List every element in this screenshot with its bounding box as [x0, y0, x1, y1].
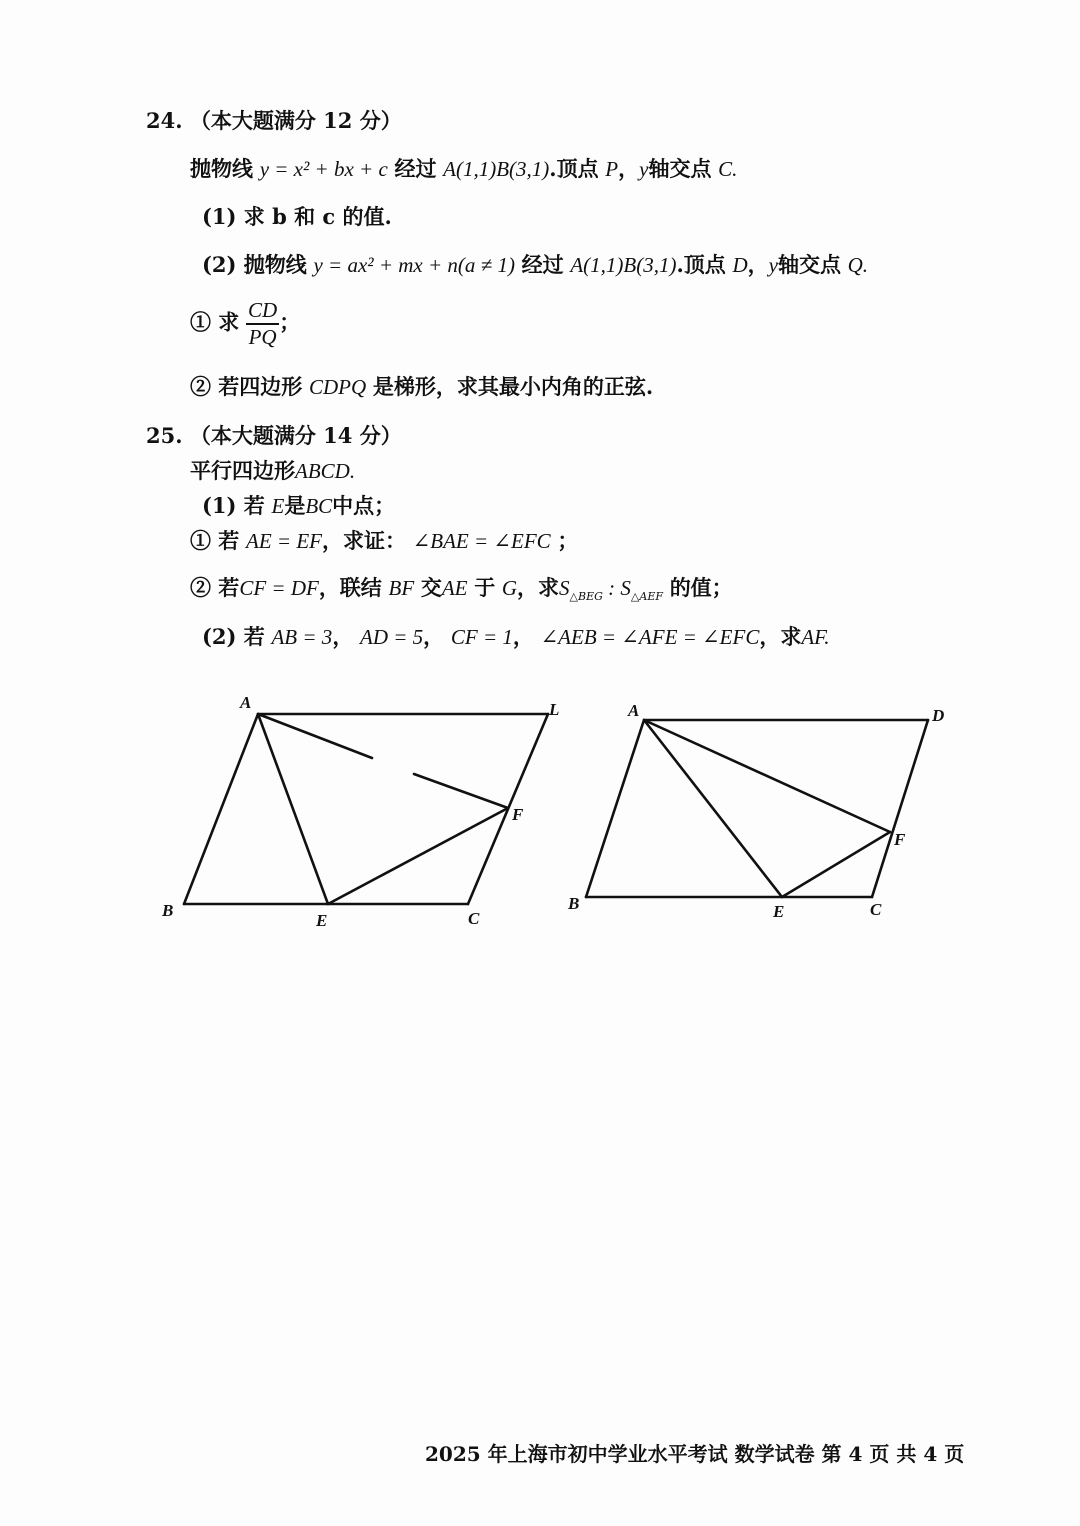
- fig1-label-C: C: [468, 909, 480, 928]
- q25-s2-S1: S: [559, 576, 570, 600]
- q25-s2-S2: S: [620, 576, 631, 600]
- q25-s1-angle: ∠BAE = ∠EFC: [412, 529, 551, 553]
- q25-number: 25.: [146, 423, 183, 448]
- fig1-segment-AE: [258, 714, 328, 904]
- q24-s1-numerator: CD: [246, 300, 279, 325]
- fig1-label-B: B: [162, 901, 174, 920]
- q24-score: （本大题满分 12 分）: [189, 108, 402, 133]
- q25-p2-af: AF.: [801, 625, 830, 649]
- fig2-segment-AF: [644, 720, 890, 832]
- q25-s2-BF: BF: [388, 576, 415, 600]
- q25-p2-c1: ，: [332, 624, 354, 649]
- q24-sub2: [190, 376, 653, 398]
- fig1-label-D: L: [549, 700, 560, 719]
- q25-p2-c3: ，: [512, 624, 534, 649]
- q25-s2-AE: AE: [441, 576, 468, 600]
- q25-stem-var: ABCD.: [295, 459, 356, 483]
- q25-p1-E: E: [271, 494, 285, 518]
- fig2-label-F: F: [894, 830, 906, 849]
- q24-stem-tail-b: ，: [618, 156, 640, 181]
- q25-s1-tail: ；: [557, 528, 579, 553]
- q24-p2-tail-a: .顶点: [676, 252, 726, 277]
- page-footer: 2025 年上海市初中学业水平考试 数学试卷 第 4 页 共 4 页: [425, 1442, 965, 1466]
- q25-s2-c: 于: [474, 575, 496, 600]
- q24-stem-y: y: [639, 157, 649, 181]
- q24-s1-fraction: [246, 300, 279, 348]
- figure-1: [150, 690, 580, 940]
- q25-sub1: [190, 530, 578, 552]
- q24-p2-points: A(1,1)B(3,1): [570, 253, 677, 277]
- q24-p2-lead: (2) 抛物线: [202, 252, 307, 277]
- q24-s1-lead: ① 求: [190, 309, 240, 335]
- q24-p2-tail-b: ，: [747, 252, 769, 277]
- fig2-label-C: C: [870, 900, 882, 919]
- q24-stem-tail-a: .顶点: [549, 156, 599, 181]
- q24-p2-Q: Q.: [847, 253, 869, 277]
- fig1-segment-AF-part1: [258, 714, 372, 758]
- q25-p1-lead: (1) 若: [202, 493, 265, 518]
- q24-header: [146, 110, 402, 131]
- q24-part2: [202, 254, 868, 276]
- q25-p2-cf: CF = 1: [450, 625, 513, 649]
- q24-stem-tail-c: 轴交点: [648, 156, 712, 181]
- q25-s2-S1-sub: △BEG: [569, 590, 603, 604]
- q24-p2-pass: 经过: [521, 252, 564, 277]
- q25-p2-c2: ，: [423, 624, 445, 649]
- fig2-segment-AE: [644, 720, 782, 897]
- q25-s2-eq: CF = DF: [239, 576, 319, 600]
- q24-s2-lead: ② 若四边形: [190, 374, 303, 399]
- q24-p2-eq: y = ax² + mx + n(a ≠ 1): [313, 253, 515, 277]
- q25-p1-mid: 是: [284, 493, 306, 518]
- fig1-segment-AB: [184, 714, 258, 904]
- q25-s2-S2-sub: △AEF: [630, 590, 663, 604]
- q25-s2-d: ，求: [517, 575, 560, 600]
- q25-sub2: [190, 577, 733, 602]
- fig2-label-D: D: [932, 706, 945, 725]
- q25-s2-colon: :: [602, 576, 621, 600]
- q24-number: 24.: [146, 108, 183, 133]
- q25-s1-eq: AE = EF: [246, 529, 322, 553]
- q25-part2: [202, 626, 830, 648]
- q24-stem-P: P: [605, 157, 619, 181]
- q24-p2-tail-c: 轴交点: [777, 252, 841, 277]
- q25-s1-mid: ，求证：: [321, 528, 406, 553]
- q25-p2-ad: AD = 5: [360, 625, 424, 649]
- q25-header: [146, 425, 402, 446]
- q25-p1-BC: BC: [305, 494, 333, 518]
- q24-stem-C: C.: [718, 157, 738, 181]
- fig1-label-E: E: [316, 911, 328, 930]
- q25-s2-G: G: [501, 576, 518, 600]
- fig2-label-B: B: [568, 894, 580, 913]
- q25-p2-angles: ∠AEB = ∠AFE = ∠EFC: [540, 625, 760, 649]
- q25-s2-a: ，联结: [318, 575, 382, 600]
- q24-s2-tail: 是梯形，求其最小内角的正弦.: [372, 374, 654, 399]
- q25-p2-c4: ，求: [759, 624, 802, 649]
- q24-s2-var: CDPQ: [309, 375, 367, 399]
- q24-stem: [190, 158, 737, 180]
- q25-score: （本大题满分 14 分）: [189, 423, 402, 448]
- fig1-segment-EF: [328, 808, 508, 904]
- q25-p1-tail: 中点；: [332, 493, 396, 518]
- q24-stem-pass: 经过: [394, 156, 437, 181]
- q25-s1-lead: ① 若: [190, 528, 240, 553]
- q25-s2-tail: 的值；: [669, 575, 733, 600]
- fig1-segment-AF-part2: [414, 774, 508, 808]
- q25-s2-lead: ② 若: [190, 575, 240, 600]
- q24-s1-denominator: PQ: [248, 325, 277, 349]
- q24-p2-y: y: [768, 253, 778, 277]
- q24-p2-D: D: [732, 253, 748, 277]
- q25-part1: [202, 495, 395, 517]
- q25-stem: [190, 460, 355, 482]
- fig2-segment-DC: [872, 720, 928, 897]
- fig2-label-E: E: [773, 902, 785, 921]
- fig2-segment-AB: [586, 720, 644, 897]
- fig1-label-F: F: [512, 805, 524, 824]
- q24-stem-lead: 抛物线: [190, 156, 253, 181]
- fig1-label-A: A: [240, 693, 252, 712]
- q25-p2-lead: (2) 若: [202, 624, 265, 649]
- q24-part1: (1) 求 b 和 c 的值.: [202, 204, 392, 229]
- figure-2: [560, 695, 960, 935]
- q25-stem-text: 平行四边形: [190, 458, 295, 483]
- q24-stem-points: A(1,1)B(3,1): [443, 157, 550, 181]
- q24-sub1: [190, 300, 300, 348]
- q24-stem-eq: y = x² + bx + c: [259, 157, 388, 181]
- q25-p2-ab: AB = 3: [271, 625, 333, 649]
- fig2-label-A: A: [628, 701, 640, 720]
- q25-s2-b: 交: [420, 575, 442, 600]
- q24-s1-tail: ；: [279, 309, 301, 335]
